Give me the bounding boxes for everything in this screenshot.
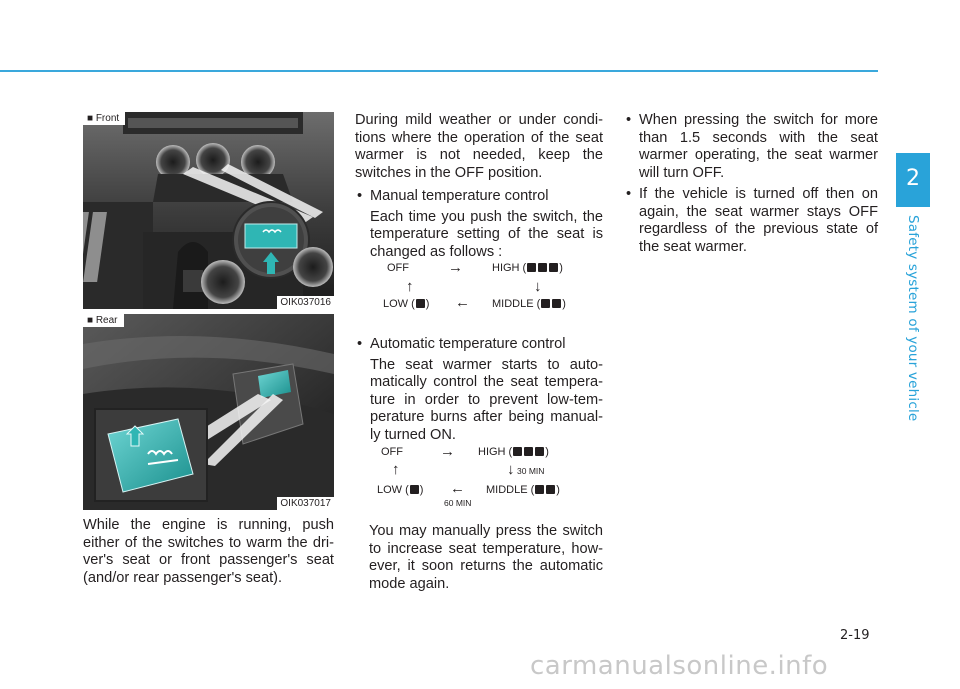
middle-column-auto bbox=[355, 336, 603, 444]
manual-middle-close: ) bbox=[562, 298, 566, 310]
manual-low-label bbox=[383, 298, 429, 310]
manual-middle-text: MIDDLE ( bbox=[492, 298, 541, 310]
watermark: carmanualsonline.info bbox=[530, 651, 829, 681]
intro-paragraph: During mild weather or under condi-tions where the operation of the seat warmer is not needed, keep the switches in the OFF position. bbox=[355, 112, 603, 181]
page-number: 2-19 bbox=[840, 628, 870, 643]
manual-control-text: Each time you push the switch, the temperature setting of the seat is changed as follows : bbox=[370, 208, 603, 260]
switch-hold-bullet: • When pressing the switch for more than 1.5 seconds with the seat warmer operating, the seat warmer will turn OFF. bbox=[624, 112, 878, 182]
auto-control-bullet: • Automatic temperature control bbox=[355, 336, 603, 354]
rear-door-illustration bbox=[83, 314, 334, 510]
auto-arrow-down: ↓ bbox=[507, 461, 515, 478]
heat-level-icon bbox=[541, 299, 550, 308]
rear-seat-warmer-photo bbox=[83, 314, 334, 510]
middle-column bbox=[355, 112, 603, 261]
manual-high-text: HIGH ( bbox=[492, 262, 527, 274]
manual-low-close: ) bbox=[425, 298, 430, 310]
auto-high-close: ) bbox=[545, 446, 549, 458]
heat-level-icon bbox=[552, 299, 561, 308]
manual-high-close: ) bbox=[559, 262, 563, 274]
vehicle-restart-bullet: • If the vehicle is turned off then on again, the seat warmer stays OFF regardless of the previous state of the seat warmer. bbox=[624, 186, 878, 256]
front-console-illustration bbox=[83, 112, 334, 309]
chapter-number-tab: 2 bbox=[896, 153, 930, 205]
auto-control-text: The seat warmer starts to auto-matically control the seat tempera-ture in order to prevent low-tem-perature burns after being manual-ly turned ON. bbox=[370, 356, 603, 443]
heat-level-icon bbox=[535, 485, 544, 494]
heat-level-icon bbox=[513, 447, 522, 456]
auto-arrow-left: ← bbox=[450, 480, 465, 497]
auto-middle-label bbox=[486, 484, 560, 496]
front-photo-label: ■ Front bbox=[83, 112, 125, 125]
auto-30min-label: 30 MIN bbox=[517, 466, 545, 476]
auto-60min-label: 60 MIN bbox=[444, 498, 472, 508]
auto-high-text: HIGH ( bbox=[478, 446, 513, 458]
heat-level-icon bbox=[549, 263, 558, 272]
auto-high-label bbox=[478, 446, 549, 458]
heat-level-icon bbox=[538, 263, 547, 272]
heat-level-icon bbox=[535, 447, 544, 456]
closing-paragraph: You may manually press the switch to increase seat temperature, how-ever, it soon returns the automatic mode again. bbox=[369, 523, 603, 592]
manual-arrow-right: → bbox=[448, 259, 463, 276]
manual-middle-label bbox=[492, 298, 566, 310]
rear-photo-label: ■ Rear bbox=[83, 314, 124, 327]
heat-level-icon bbox=[546, 485, 555, 494]
left-column bbox=[83, 517, 334, 587]
heat-level-icon bbox=[527, 263, 536, 272]
auto-low-label bbox=[377, 484, 423, 496]
auto-middle-close: ) bbox=[556, 484, 560, 496]
auto-off-label: OFF bbox=[381, 446, 403, 458]
right-column bbox=[624, 112, 878, 256]
chapter-divider bbox=[896, 205, 930, 207]
auto-low-close: ) bbox=[419, 484, 424, 496]
front-photo-code: OIK037016 bbox=[277, 296, 334, 309]
chapter-title: Safety system of your vehicle bbox=[905, 215, 921, 422]
manual-arrow-up: ↑ bbox=[406, 278, 414, 295]
manual-low-text: LOW ( bbox=[383, 298, 415, 310]
auto-cycle-diagram bbox=[376, 442, 602, 512]
rear-photo-code: OIK037017 bbox=[277, 497, 334, 510]
manual-cycle-diagram bbox=[382, 256, 602, 316]
manual-high-label bbox=[492, 262, 563, 274]
heat-level-icon bbox=[416, 299, 425, 308]
manual-control-bullet: • Manual temperature control bbox=[355, 188, 603, 206]
heat-level-icon bbox=[410, 485, 419, 494]
middle-column-closing bbox=[369, 523, 603, 593]
manual-arrow-down: ↓ bbox=[534, 278, 542, 295]
manual-off-label: OFF bbox=[387, 262, 409, 274]
header-rule bbox=[0, 70, 878, 72]
front-seat-warmer-photo bbox=[83, 112, 334, 309]
auto-low-text: LOW ( bbox=[377, 484, 409, 496]
manual-arrow-left: ← bbox=[455, 294, 470, 311]
heat-level-icon bbox=[524, 447, 533, 456]
auto-middle-text: MIDDLE ( bbox=[486, 484, 535, 496]
engine-running-paragraph: While the engine is running, push either of the switches to warm the dri-ver's seat or front passenger's seat (and/or rear passenger's seat). bbox=[83, 517, 334, 586]
auto-arrow-right: → bbox=[440, 443, 455, 460]
auto-arrow-up: ↑ bbox=[392, 461, 400, 478]
